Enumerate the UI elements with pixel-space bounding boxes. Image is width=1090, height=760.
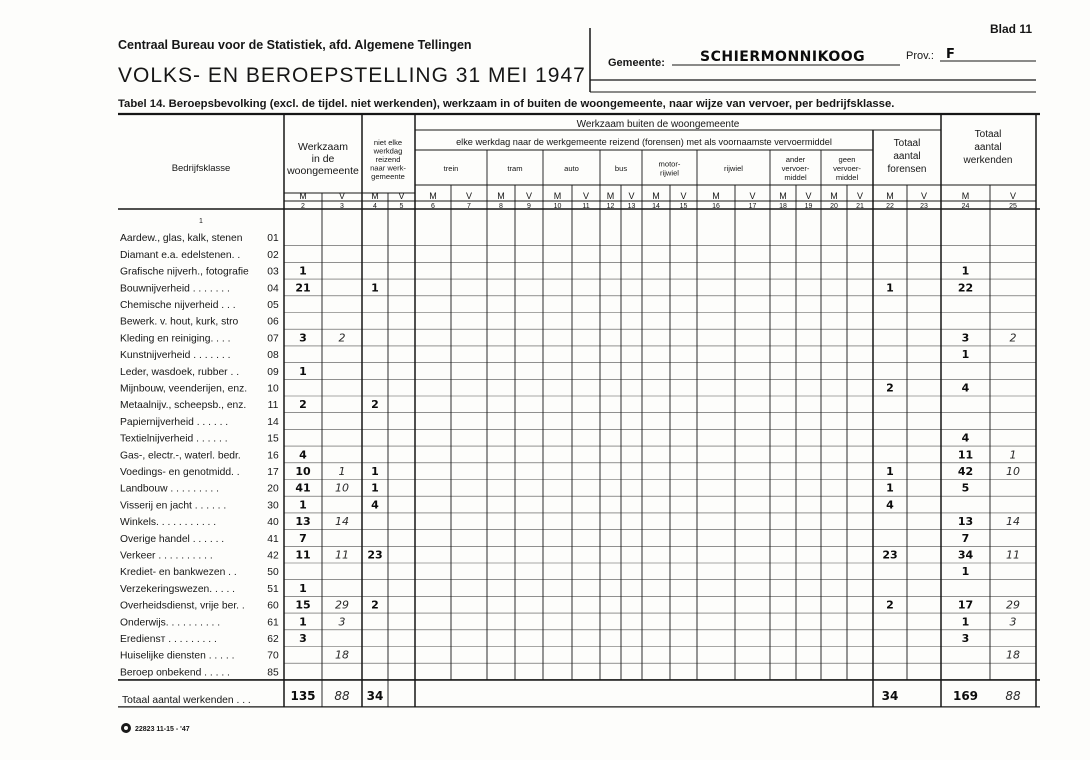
row-code: 50 (267, 567, 279, 579)
row-label: Gas-, electr.-, waterl. bedr. (120, 450, 241, 462)
column-header-woongemeente: woongemeente (287, 165, 359, 177)
row-code: 06 (267, 316, 279, 328)
sex-label-m: M (429, 191, 437, 201)
cell-value-col-2: 4 (299, 448, 307, 462)
column-header-vervoer-5: rijwiel (724, 164, 743, 173)
cell-value-col-3: 10 (335, 481, 349, 495)
column-number: 1 (199, 218, 203, 225)
row-label: Diamant e.a. edelstenen. . (120, 249, 241, 261)
row-code: 41 (267, 533, 279, 545)
sex-label-v: V (805, 191, 812, 201)
row-label: Grafische nijverh., fotografie (120, 266, 249, 278)
column-header-totaal-werkenden: werkenden (963, 155, 1013, 166)
total-value-col-2: 135 (290, 688, 316, 703)
cell-value-col-22: 1 (886, 481, 894, 495)
column-header-vervoer-4: rijwiel (660, 168, 679, 178)
cell-value-col-4: 23 (367, 548, 383, 562)
cell-value-col-22: 4 (886, 498, 894, 512)
column-header-vervoer-6: ander (785, 155, 806, 164)
row-code: 70 (267, 650, 279, 662)
row-code: 11 (267, 400, 279, 412)
column-number: 24 (961, 203, 970, 210)
sex-label-m: M (961, 191, 970, 201)
cell-value-col-2: 1 (299, 615, 307, 629)
column-number: 11 (582, 203, 590, 210)
row-label: Onderwijs. . . . . . . . . . (120, 617, 221, 629)
cell-value-col-3: 1 (338, 465, 346, 478)
cell-value-col-24: 7 (961, 531, 970, 545)
total-row-label: Totaal aantal werkenden . . . (122, 694, 251, 706)
row-code: 01 (267, 233, 279, 245)
cell-value-col-24: 22 (957, 281, 974, 295)
blad-number: Blad 11 (990, 22, 1033, 36)
column-header-vervoer-6: vervoer- (781, 164, 810, 173)
cell-value-col-3: 18 (335, 648, 349, 662)
column-header-vervoer-0: trein (443, 164, 459, 173)
cell-value-col-3: 11 (335, 548, 349, 562)
row-label: Verzekeringswezen. . . . . (120, 583, 236, 595)
row-label: Landbouw . . . . . . . . . (120, 483, 220, 495)
cell-value-col-25: 2 (1009, 331, 1017, 345)
cell-value-col-2: 1 (299, 581, 307, 595)
column-header-niet-elke-werkdag: reizend (375, 155, 401, 164)
total-value-col-22: 34 (881, 688, 899, 703)
cell-value-col-2: 3 (299, 331, 307, 345)
cell-value-col-4: 1 (371, 481, 379, 495)
column-header-vervoer-7: middel (835, 173, 859, 182)
cell-value-col-24: 1 (961, 264, 970, 278)
total-value-col-4: 34 (366, 688, 384, 703)
row-label: Erediensт . . . . . . . . . (120, 634, 217, 645)
column-header-totaal-werkenden: Totaal (974, 129, 1002, 140)
row-code: 17 (267, 467, 279, 478)
row-code: 62 (267, 634, 279, 645)
sex-label-m: M (779, 191, 787, 201)
printer-stamp-icon (121, 723, 131, 733)
row-code: 85 (267, 667, 279, 679)
cell-value-col-24: 1 (961, 348, 970, 362)
sex-label-v: V (920, 191, 928, 201)
sex-label-v: V (1009, 191, 1017, 201)
column-header-vervoer-7: vervoer- (833, 164, 861, 173)
row-label: Leder, wasdoek, rubber . . (120, 366, 240, 378)
row-code: 02 (267, 249, 279, 261)
cell-value-col-2: 1 (299, 364, 307, 378)
cell-value-col-24: 42 (957, 465, 974, 478)
cell-value-col-25: 10 (1006, 465, 1020, 478)
row-label: Kleding en reiniging. . . . (120, 333, 231, 345)
row-label: Winkels. . . . . . . . . . . (120, 517, 217, 529)
cell-value-col-24: 1 (961, 565, 970, 579)
row-code: 16 (267, 450, 279, 462)
column-header-totaal-forensen: Totaal (893, 138, 921, 149)
column-number: 15 (679, 203, 688, 210)
cell-value-col-22: 1 (886, 465, 894, 478)
row-code: 61 (267, 617, 279, 629)
column-number: 8 (499, 203, 503, 210)
cell-value-col-2: 10 (295, 465, 311, 478)
row-label: Overige handel . . . . . . (120, 533, 225, 545)
row-code: 10 (267, 383, 279, 395)
cell-value-col-25: 11 (1006, 548, 1020, 562)
column-number: 14 (652, 203, 660, 210)
row-label: Aardew., glas, kalk, stenen (120, 233, 243, 245)
column-header-vervoer-4: motor- (658, 159, 681, 169)
row-label: Bewerk. v. hout, kurk, stro (120, 316, 239, 328)
column-number: 2 (301, 203, 305, 210)
cell-value-col-24: 3 (961, 632, 970, 645)
column-number: 19 (804, 203, 813, 210)
row-code: 14 (267, 416, 279, 428)
cell-value-col-2: 1 (299, 264, 307, 278)
sex-label-m: M (371, 191, 379, 201)
sex-label-v: V (525, 191, 533, 201)
row-label: Overheidsdienst, vrije ber. . (120, 600, 245, 612)
column-header-niet-elke-werkdag: werkdag (373, 146, 403, 156)
print-code: 22823 11-15 - '47 (135, 726, 190, 733)
cell-value-col-24: 34 (957, 548, 974, 562)
cell-value-col-25: 14 (1006, 515, 1020, 529)
row-code: 08 (267, 350, 279, 362)
cell-value-col-3: 14 (335, 515, 349, 529)
cell-value-col-24: 1 (961, 615, 970, 629)
cell-value-col-22: 2 (886, 381, 894, 395)
column-number: 7 (467, 203, 471, 210)
column-header-niet-elke-werkdag: gemeente (371, 172, 405, 181)
sex-label-m: M (652, 191, 660, 201)
column-header-vervoer-2: auto (564, 164, 579, 173)
column-header-vervoer-6: middel (784, 173, 807, 182)
row-code: 60 (267, 600, 279, 612)
cell-value-col-4: 1 (371, 465, 379, 478)
cell-value-col-22: 1 (886, 281, 894, 295)
cell-value-col-25: 18 (1006, 648, 1020, 662)
sex-label-m: M (886, 191, 894, 201)
row-code: 03 (267, 266, 279, 278)
column-number: 25 (1009, 203, 1017, 210)
row-label: Krediet- en bankwezen . . (120, 567, 237, 579)
column-header-totaal-forensen: forensen (887, 164, 927, 175)
gemeente-value: SCHIERMONNIKOOG (700, 49, 866, 65)
row-label: Verkeer . . . . . . . . . . (120, 550, 213, 562)
row-label: Chemische nijverheid . . . (120, 300, 236, 311)
cell-value-col-4: 4 (371, 498, 379, 512)
cell-value-col-24: 3 (961, 331, 970, 345)
column-number: 13 (627, 203, 636, 210)
column-number: 5 (399, 203, 404, 210)
column-number: 9 (527, 203, 531, 210)
row-label: Kunstnijverheid . . . . . . . (120, 350, 231, 362)
row-code: 42 (267, 550, 279, 562)
form-title: VOLKS- EN BEROEPSTELLING 31 MEI 1947 (118, 64, 586, 87)
sex-label-v: V (338, 191, 346, 201)
cell-value-col-2: 2 (299, 398, 307, 412)
sex-label-v: V (398, 191, 405, 201)
sex-label-m: M (497, 191, 505, 201)
column-number: 21 (856, 203, 864, 210)
column-header-werkzaam-buiten: Werkzaam buiten de woongemeente (576, 119, 740, 130)
sex-label-v: V (465, 191, 473, 201)
row-label: Beroep onbekend . . . . . (120, 667, 230, 679)
column-header-woongemeente: in de (311, 153, 335, 165)
cell-value-col-22: 23 (882, 548, 898, 562)
row-label: Bouwnijverheid . . . . . . . (120, 283, 230, 295)
column-number: 20 (830, 203, 838, 210)
column-number: 3 (340, 203, 344, 210)
cell-value-col-24: 5 (961, 481, 970, 495)
row-code: 07 (267, 333, 279, 345)
cell-value-col-2: 21 (295, 281, 311, 295)
prov-value: F (946, 47, 955, 62)
cell-value-col-4: 1 (371, 281, 379, 295)
row-code: 30 (267, 500, 279, 512)
row-code: 04 (267, 283, 279, 295)
sex-label-v: V (628, 191, 635, 201)
column-number: 22 (886, 203, 894, 210)
row-code: 40 (267, 517, 279, 529)
row-label: Visserij en jacht . . . . . . (120, 500, 227, 512)
cell-value-col-24: 13 (957, 515, 974, 529)
row-code: 15 (267, 433, 279, 445)
cell-value-col-25: 1 (1009, 448, 1017, 462)
column-header-niet-elke-werkdag: naar werk- (370, 163, 406, 173)
cell-value-col-2: 3 (299, 632, 307, 645)
row-label: Mijnbouw, veenderijen, enz. (120, 383, 248, 395)
cell-value-col-3: 3 (338, 615, 346, 629)
gemeente-label: Gemeente: (608, 57, 665, 69)
row-label: Metaalnijv., scheepsb., enz. (120, 400, 247, 412)
sex-label-m: M (606, 191, 615, 201)
cell-value-col-3: 2 (338, 331, 346, 345)
cell-value-col-2: 1 (299, 498, 307, 512)
cell-value-col-25: 3 (1009, 615, 1017, 629)
column-header-vervoer-7: geen (838, 155, 856, 164)
column-header-vervoer-3: bus (614, 164, 628, 173)
cell-value-col-2: 41 (295, 481, 311, 495)
sex-label-m: M (712, 191, 720, 201)
cell-value-col-2: 11 (295, 548, 311, 562)
column-number: 17 (748, 203, 757, 210)
column-number: 6 (431, 203, 435, 210)
cell-value-col-4: 2 (371, 598, 379, 612)
cell-value-col-24: 11 (957, 448, 974, 462)
cell-value-col-4: 2 (371, 398, 379, 412)
column-number: 4 (373, 203, 377, 210)
column-header-vervoer-1: tram (507, 164, 523, 173)
column-header-forensen-vervoermiddel: elke werkdag naar de werkgemeente reizend (forensen) met als voornaamste vervoermiddel (456, 137, 832, 147)
bureau-heading: Centraal Bureau voor de Statistiek, afd. Algemene Tellingen (118, 38, 472, 52)
row-label: Papiernijverheid . . . . . . (120, 416, 229, 428)
total-value-col-25: 88 (1005, 688, 1021, 703)
column-header-niet-elke-werkdag: niet elke (373, 138, 403, 147)
column-number: 23 (920, 203, 928, 210)
column-header-bedrijfsklasse: Bedrijfsklasse (171, 163, 231, 174)
cell-value-col-24: 4 (961, 431, 970, 445)
sex-label-m: M (553, 191, 562, 201)
row-code: 05 (267, 300, 279, 311)
column-number: 18 (779, 203, 787, 210)
row-code: 51 (267, 583, 279, 595)
table-title: Tabel 14. Beroepsbevolking (excl. de tijdel. niet werkenden), werkzaam in of buiten de woongemeente, naar wijze van vervoer, per bedrijfsklasse. (118, 98, 895, 110)
prov-label: Prov.: (906, 50, 934, 62)
sex-label-v: V (582, 191, 590, 201)
sex-label-v: V (749, 191, 756, 201)
column-header-woongemeente: Werkzaam (298, 141, 348, 153)
cell-value-col-25: 29 (1006, 598, 1020, 612)
total-value-col-24: 169 (952, 688, 979, 703)
sex-label-v: V (680, 191, 687, 201)
row-code: 20 (267, 483, 279, 495)
column-number: 16 (712, 203, 720, 210)
cell-value-col-24: 4 (961, 381, 970, 395)
cell-value-col-2: 7 (299, 531, 307, 545)
row-label: Huiselijke diensten . . . . . (120, 650, 235, 662)
column-header-totaal-forensen: aantal (893, 151, 921, 162)
row-code: 09 (267, 366, 279, 378)
sex-label-v: V (856, 191, 864, 201)
total-value-col-3: 88 (334, 688, 350, 703)
column-number: 10 (553, 203, 562, 210)
row-label: Textielnijverheid . . . . . . (120, 433, 228, 445)
cell-value-col-3: 29 (335, 598, 349, 612)
row-label: Voedings- en genotmidd. . (120, 467, 240, 478)
sex-label-m: M (299, 191, 307, 201)
cell-value-col-22: 2 (886, 598, 894, 612)
cell-value-col-2: 13 (295, 515, 311, 529)
cell-value-col-2: 15 (295, 598, 311, 612)
sex-label-m: M (830, 191, 838, 201)
column-number: 12 (606, 203, 615, 210)
column-header-totaal-werkenden: aantal (974, 142, 1002, 153)
cell-value-col-24: 17 (957, 598, 974, 612)
